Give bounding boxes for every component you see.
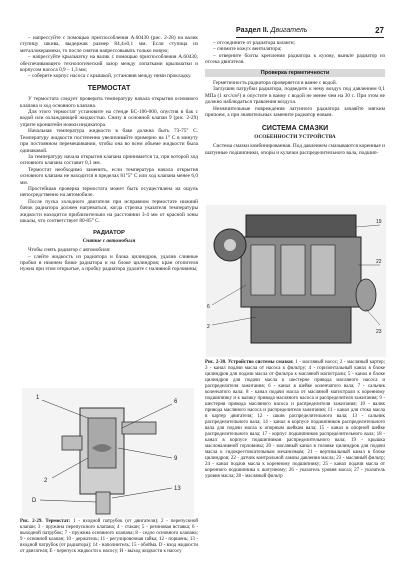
paragraph: Система смазки комбинированная. Под давлением смазываются коренные и шатунные подшипники, опоры и кулачки распределительного вала, подшип- xyxy=(205,143,385,156)
paragraph: Герметичность радиатора проверяется в ванне с водой. xyxy=(213,80,338,87)
paragraph: Для этого термостат установите на стенде БС-106-000, опустив в бак с водой или охлаждающей жидкостью. Снизу в основной клапан 9 (рис. 2-29) уприте кронштейн ножки индикатора. xyxy=(20,109,198,128)
svg-text:1: 1 xyxy=(36,395,40,401)
svg-text:6: 6 xyxy=(207,304,210,310)
radiator-heading: РАДИАТОР xyxy=(93,230,125,237)
svg-text:13: 13 xyxy=(174,486,181,492)
paragraph: – напрессуйте с помощью приспособления А.60430 (рис. 2-28) на валик ступицу шкива, выдержав размер 84,4±0,1 мм. Если ступица из металлокерамики, то после снятия напрессовывать только новую; xyxy=(20,35,198,54)
paragraph: – соберите корпус насоса с крышкой, установив между ними прокладку. xyxy=(28,73,192,80)
svg-text:D: D xyxy=(32,498,37,504)
header-section: Раздел II. Двигатель xyxy=(236,27,308,34)
radiator-subheading: Снятие с автомобиля xyxy=(82,237,136,244)
leak-check-heading: Проверка герметичности xyxy=(205,69,385,77)
paragraph: Чтобы снять радиатор с автомобиля: xyxy=(28,247,111,254)
right-column xyxy=(205,40,385,156)
paragraph: – напрессуйте крыльчатку на валик с помощью приспособления А.60430, обеспечивающего технологический зазор между лопатками крыльчатки и корпусом насоса 0,9 – 1,3 мм; xyxy=(20,54,198,74)
svg-text:2: 2 xyxy=(44,478,48,484)
thermostat-caption: Рис. 2-29. Термостат: 1 - входной патрубок (от двигателя); 2 - перепускной клапан; 3 - пружина перепускного клапана; 4 - стакан; 5 - резиновая вставка; 6 - выходной патрубок; 7 - пружина основного клапана; 8 - седло основного клапана; 9 - основной клапан; 10 - держатель; 11 - регулировочная гайка; 12 - поршень; 13 - входной патрубок (от радиатора); 14 - наполнитель; 15 - обойма. D - вход жидкости от двигателя; Е - перепуск жидкости к насосу; Н - выход жидкости к насосу xyxy=(20,519,198,554)
paragraph: Начальная температура жидкости в баке должна быть 73-75° С. Температуру жидкости постепенно увеличивайте примерно на 1° С в минуту при постоянном перемешивании, чтобы она во всем объеме жидкости была одинаковой. xyxy=(20,128,198,154)
paragraph: Простейшая проверка термостата может быть осуществлена на ощупь непосредственно на автомобиле. xyxy=(20,185,198,199)
svg-text:2: 2 xyxy=(207,324,210,330)
lubrication-figure xyxy=(206,205,386,357)
svg-text:23: 23 xyxy=(376,329,382,335)
running-header xyxy=(236,24,384,38)
svg-text:6: 6 xyxy=(174,399,178,405)
thermostat-figure xyxy=(22,388,194,518)
paragraph: – слейте жидкость из радиатора и блока цилиндров, удалив сливные пробки в нижнем бачке радиатора и на блоке цилиндров; кран отопителя нужна при этом открытые, а пробку радиатора удалите с наливной горловины; xyxy=(20,253,198,273)
lubrication-subheading: ОСОБЕННОСТИ УСТРОЙСТВА xyxy=(254,133,336,140)
lubrication-caption: Рис. 2-30. Устройство системы смазки: 1 - масляный насос; 2 - масляный картер; 3 - канал подачи масла от насоса к фильтру; 4 - горизонтальный канал в блоке цилиндров для подачи масла от фильтра к масляной магистрали; 5 - канал в блоке цилиндров для подачи масла к шестерне привода масляного насоса и распределителя зажигания; 6 - канал в шейке коленчатого вала; 7 - сальник коленчатого вала; 8 - канал подачи масла от масляной магистрали к коренному подшипнику и к валику привода масляного насоса и распределителя зажигания; 9 - шестерня привода масляного насоса и распределителя зажигания; 10 - валик привода масляного насоса и распределителя зажигания; 11 - канал для стока масла в картер двигателя; 12 - шкив распределительного вала; 13 - сальник распределительного вала; 14 - канал в корпусе подшипников распределительного вала для подачи масла к опорным шейкам вала; 15 - канал в опорной шейке распределительного вала; 17 - корпус подшипников распределительного вала; 18 - канал в корпусе подшипников распределительного вала; 19 - крышка маслоналивной горловины; 20 - масляный канал в головке цилиндров для подачи масла к гидокрестовсательным механизмам; 21 - вертикальный канал в блоке цилиндров; 22 - датчик контрольной лампы давления масла; 23 - масляный фильтр; 24 - канал подачи масла к коренному подшипнику; 25 - канал подачи масла от коренного подшипника к шатунному; 26 - указатель уровня масла; 27 - указатель уровня масла; 28 - масляный фильтр xyxy=(205,360,385,479)
paragraph: – отсоедините от радиатора шланги; xyxy=(213,40,296,46)
paragraph: У термостата следует проверить температуру начала открытия основного клапана и ход основного клапана. xyxy=(20,96,198,109)
paragraph: Незначительные повреждения латунного радиатора запаяйте мягким припоем, а при значительных замените радиатор новым. xyxy=(205,105,385,119)
lubrication-heading: СИСТЕМА СМАЗКИ xyxy=(261,125,329,133)
svg-text:9: 9 xyxy=(174,456,178,462)
thermostat-heading: ТЕРМОСТАТ xyxy=(87,84,131,92)
paragraph: Термостат необходимо заменить, если температура начала открытия основного клапана не находится в пределах 81°5° С или ход клапана менее 6,0 мм. xyxy=(20,166,198,186)
svg-text:19: 19 xyxy=(376,219,382,225)
paragraph: – снимите кожух вентилятора; xyxy=(213,46,282,53)
paragraph: После пуска холодного двигателя при исправном термостате нижний бачок радиатора должен нагреваться, когда стрелка указателя температуры жидкости находится приблизительно на расстоянии 3-4 мм от красной зоны шкалы, что соответствует 80-85° С. xyxy=(20,198,198,224)
paragraph: – отверните болты крепления радиатора к кузову, выньте радиатор из отсека двигателя. xyxy=(205,52,385,66)
paragraph: Заглушив патрубки радиатора, подведите к нему воздух под давлением 0,1 МПа (1 кгс/см²) и опустите в ванну с водой не менее чем на 30 с. При этом не должно наблюдаться травления воздуха. xyxy=(205,86,385,106)
paragraph: За температуру начала открытия клапана принимается та, при которой ход основного клапана составит 0,1 мм. xyxy=(20,153,198,167)
left-column xyxy=(20,35,198,273)
page-number: 27 xyxy=(375,26,384,35)
svg-text:22: 22 xyxy=(376,259,382,265)
